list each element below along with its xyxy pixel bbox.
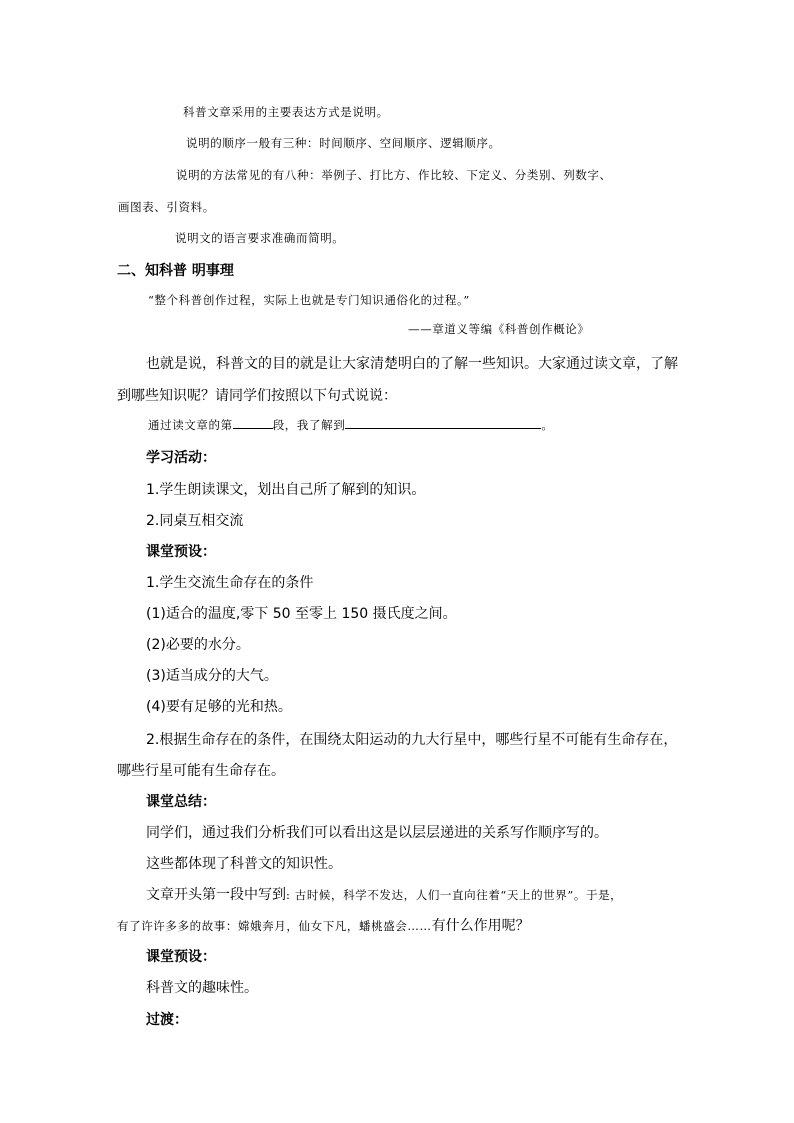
paragraph-1a: 也就是说，科普文的目的就是让大家清楚明白的了解一些知识。大家通过读文章，了解: [146, 356, 678, 372]
preset-title-1: 课堂预设：: [146, 544, 216, 560]
section-heading: 二、知科普 明事理: [117, 263, 234, 279]
preset-item-3: (2)必要的水分。: [146, 637, 250, 653]
preset-item-4: (3)适当成分的大气。: [146, 668, 278, 684]
summary-title: 课堂总结：: [146, 794, 216, 810]
summary-line-3a-lead: 文章开头第一段中写到: [146, 887, 286, 903]
intro-line-1: 科普文章采用的主要表达方式是说明。: [183, 105, 389, 119]
fill-in-part-a: 通过读文章的第: [148, 418, 233, 432]
intro-line-3b: 画图表、引资料。: [118, 200, 215, 214]
summary-line-3b: [117, 915, 530, 935]
fill-in-sentence: [148, 416, 553, 433]
transition-title: 过渡：: [146, 1012, 188, 1028]
summary-line-3b-tail: 有什么作用呢？: [431, 918, 530, 934]
summary-line-2: 这些都体现了科普文的知识性。: [146, 856, 342, 872]
quote-attribution: ——章道义等编《科普创作概论》: [408, 322, 590, 336]
paragraph-1b: 到哪些知识呢？请同学们按照以下句式说说：: [117, 388, 397, 404]
activity-item-1: 1.学生朗读课文，划出自己所了解到的知识。: [146, 482, 426, 498]
summary-line-1: 同学们，通过我们分析我们可以看出这是以层层递进的关系写作顺序写的。: [146, 825, 608, 841]
fill-in-end: 。: [541, 418, 554, 432]
preset-title-2: 课堂预设：: [146, 949, 216, 965]
intro-line-3a: 说明的方法常见的有八种：举例子、打比方、作比较、下定义、分类别、列数字、: [176, 168, 612, 182]
activity-title: 学习活动：: [146, 450, 216, 466]
quote-line: “整个科普创作过程，实际上也就是专门知识通俗化的过程。”: [148, 293, 470, 307]
preset-item-6b: 哪些行星可能有生命存在。: [117, 763, 285, 779]
preset-item-1: 1.学生交流生命存在的条件: [146, 575, 314, 591]
preset-item-5: (4)要有足够的光和热。: [146, 699, 292, 715]
intro-line-2: 说明的顺序一般有三种：时间顺序、空间顺序、逻辑顺序。: [186, 136, 501, 150]
intro-line-4: 说明文的语言要求准确而简明。: [175, 231, 345, 245]
preset-item-2: (1)适合的温度,零下 50 至零上 150 摄氏度之间。: [146, 606, 457, 622]
summary-line-3a-quote: : 古时候，科学不发达，人们一直向往着“天上的世界”。于是，: [286, 888, 623, 902]
blank-knowledge[interactable]: [345, 416, 541, 429]
preset2-text: 科普文的趣味性。: [146, 980, 258, 996]
blank-paragraph-number[interactable]: [233, 416, 273, 429]
activity-item-2: 2.同桌互相交流: [146, 513, 244, 529]
summary-line-3b-quote: 有了许许多多的故事：嫦娥奔月，仙女下凡，蟠桃盛会……: [117, 919, 432, 933]
preset-item-6a: 2.根据生命存在的条件，在围绕太阳运动的九大行星中，哪些行星不可能有生命存在，: [146, 732, 678, 748]
fill-in-part-b: 段，我了解到: [272, 418, 346, 432]
summary-line-3a: [146, 884, 622, 904]
